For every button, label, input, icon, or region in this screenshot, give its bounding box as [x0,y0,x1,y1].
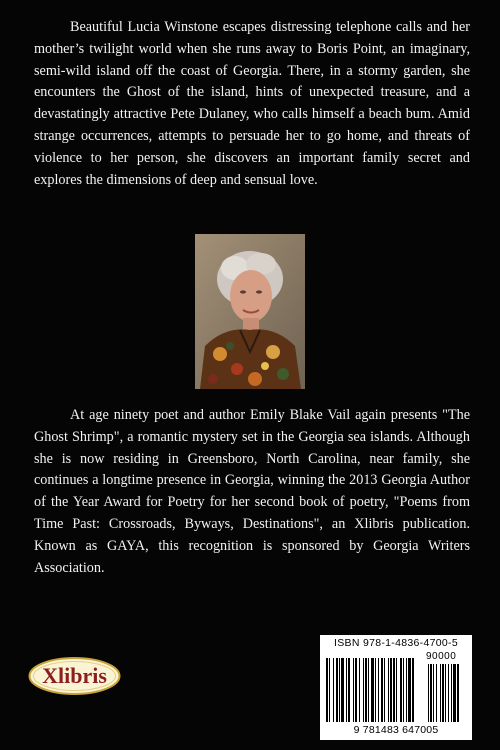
book-description: Beautiful Lucia Winstone escapes distressing telephone calls and her mother’s twilight world when she runs away to Boris Point, an imaginary, semi-wild island off the coast of Georgia. There, in a stormy garden, she encounters the Ghost of the island, hints of unexpected treasure, and a devastatingly attractive Pete Dulaney, who calls himself a beach bum. Amid strange occurrences, attempts to persuade her to go home, and threats of violence to her person, she discovers an important family secret and explores the dimensions of deep and sensual love. [34,19,470,188]
publisher-logo-text: Xlibris [42,663,107,688]
isbn-text: ISBN 978-1-4836-4700-5 [334,637,458,649]
price-code: 90000 [426,651,457,662]
author-photo [195,234,305,389]
author-bio: At age ninety poet and author Emily Blake Vail again presents "The Ghost Shrimp", a romantic mystery set in the Georgia sea islands. Although she is now residing in Greensboro, North Carolina, near family, she continues a longtime presence in Georgia, winning the 2013 Georgia Author of the Year Award for Poetry for her second book of poetry, "Poems from Time Past: Crossroads, Byways, Destinations", an Xlibris publication. Known as GAYA, this recognition is sponsored by Georgia Writers Association. [34,407,470,576]
isbn-barcode [320,635,472,740]
publisher-logo [28,656,121,696]
ean-digits: 9 781483 647005 [353,724,439,736]
barcode-bars [324,650,470,725]
